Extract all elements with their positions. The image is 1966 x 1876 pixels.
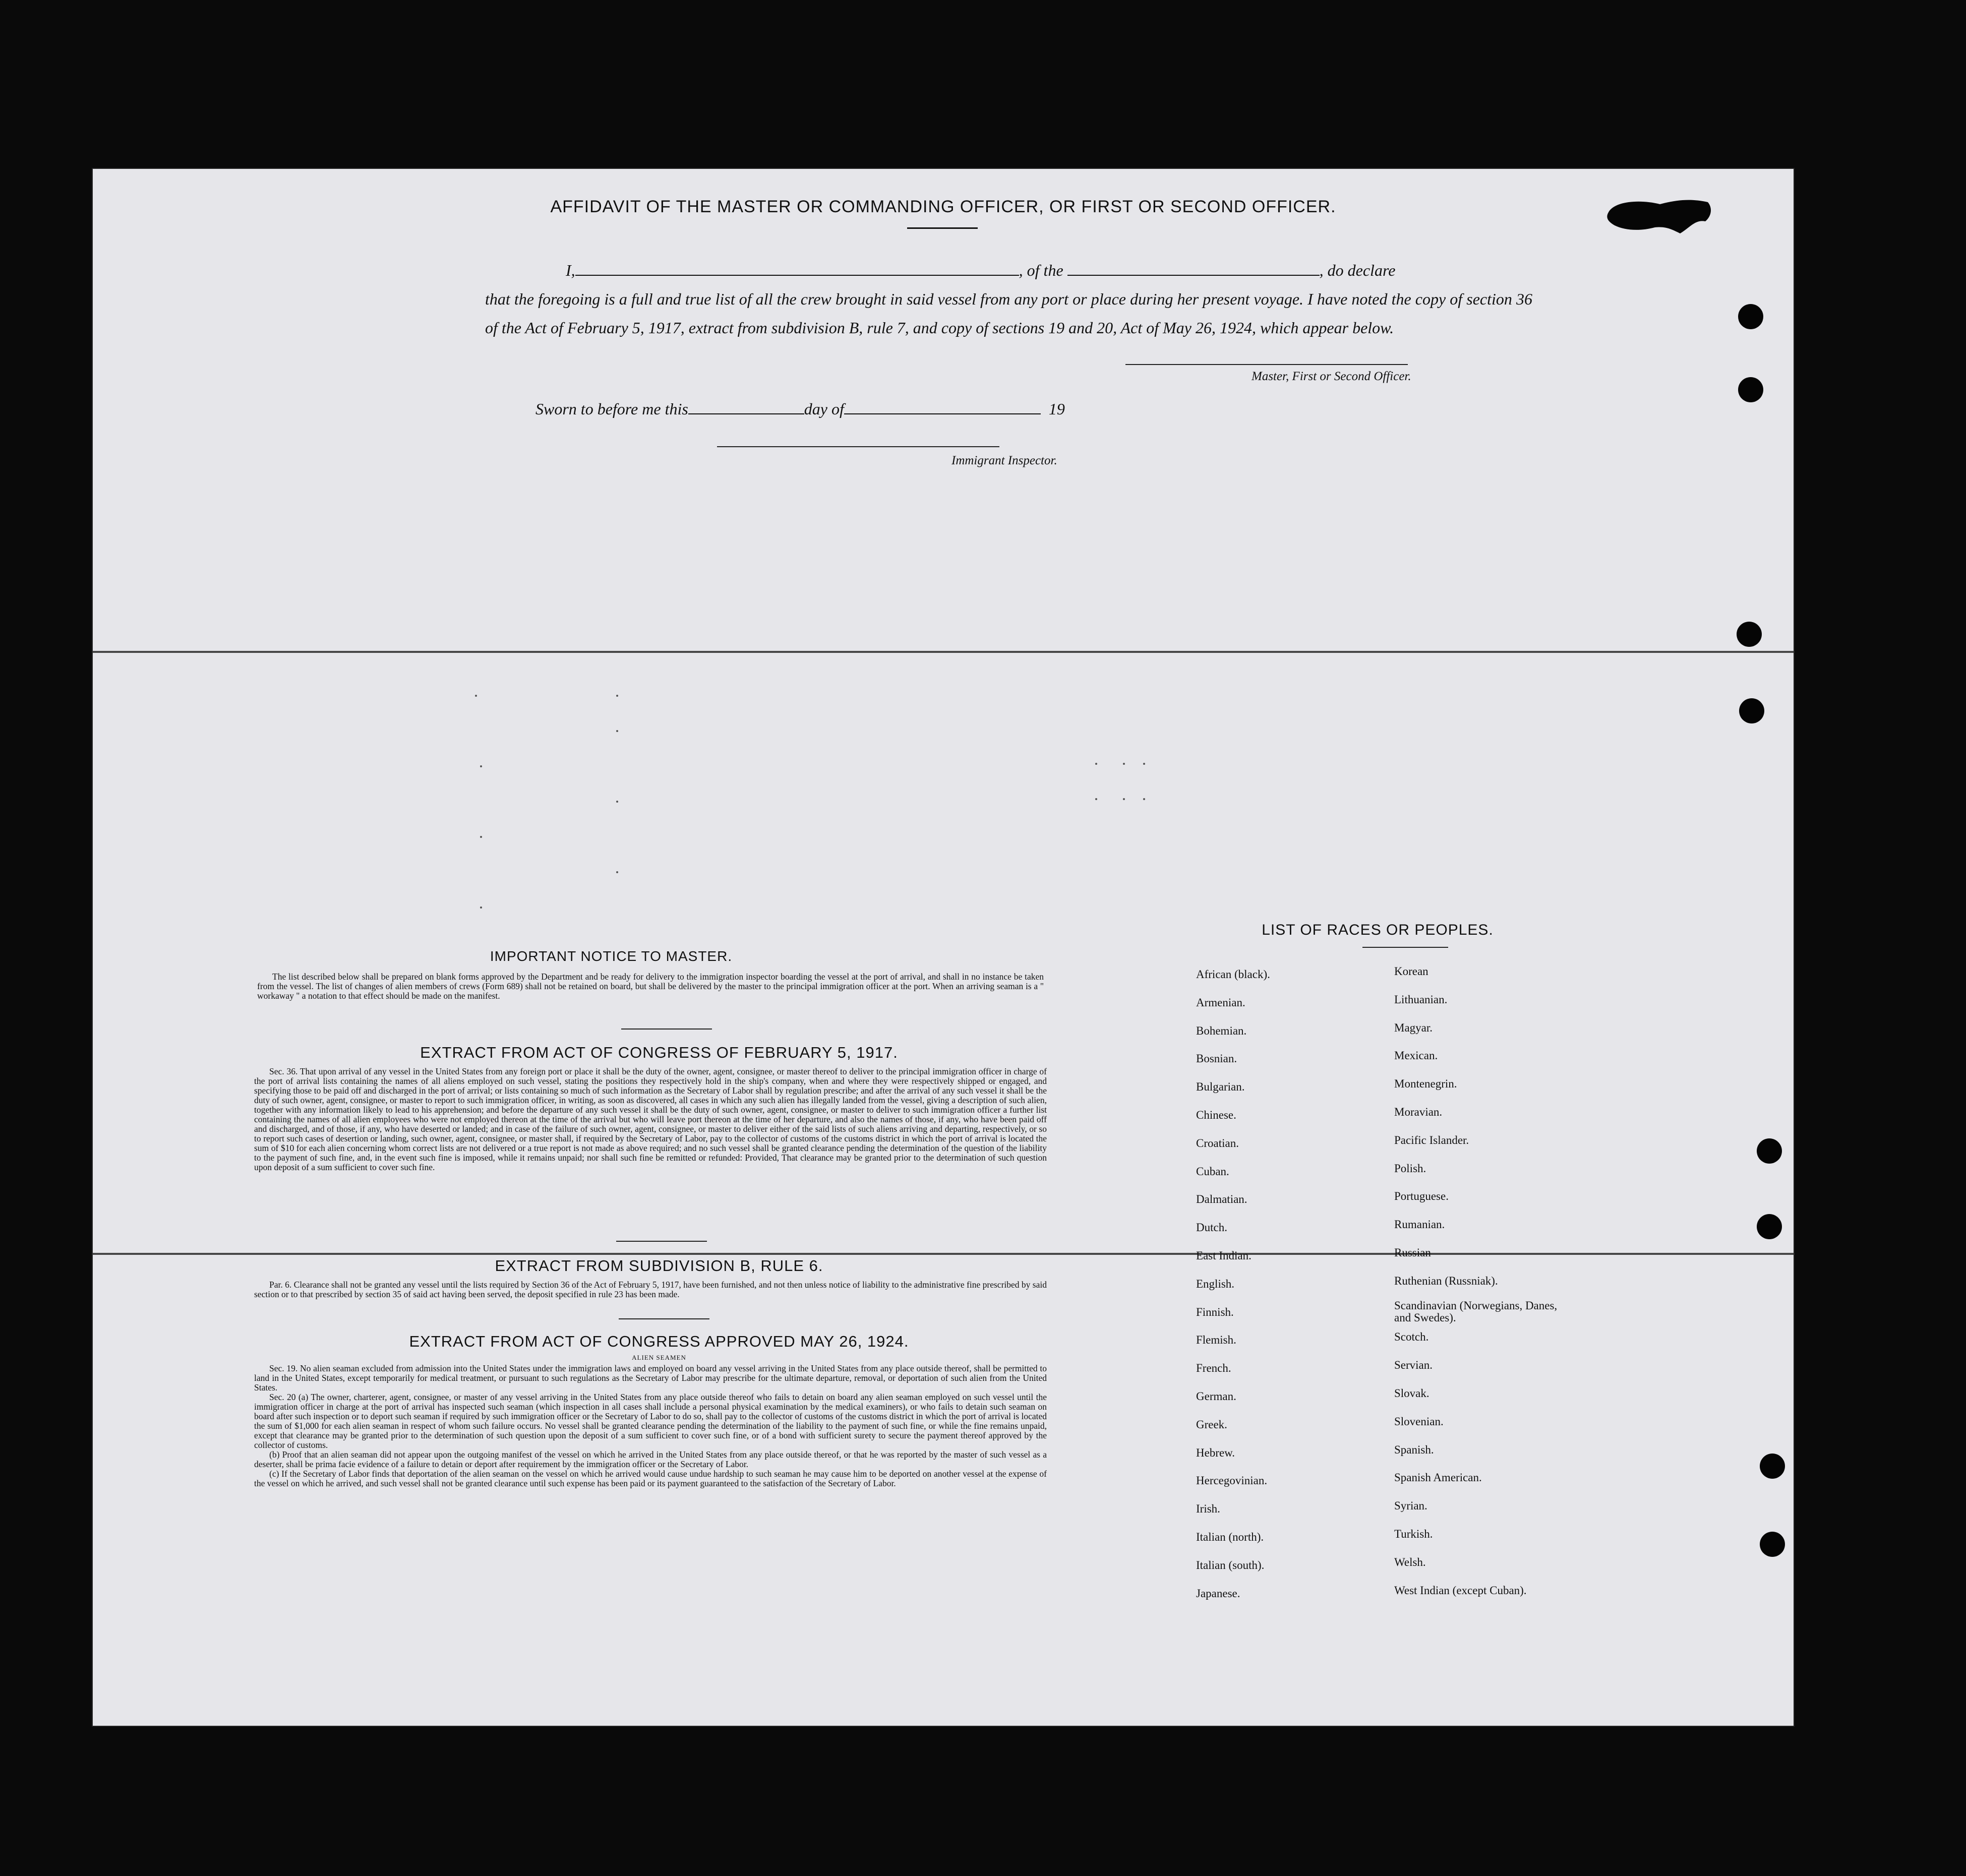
race-item: French. — [1196, 1362, 1231, 1375]
declare-i: I, — [566, 261, 575, 279]
rule-6-title: EXTRACT FROM SUBDIVISION B, RULE 6. — [495, 1257, 823, 1275]
race-item: German. — [1196, 1390, 1236, 1403]
punch-hole — [1757, 1214, 1782, 1239]
declare-suffix: , do declare — [1319, 261, 1396, 279]
race-item: Slovenian. — [1394, 1415, 1444, 1428]
section-20a-paragraph: Sec. 20 (a) The owner, charterer, agent, consignee, or master of any vessel arriving in the United States from any place outside thereof who fails to detain on board any alien seaman employed on such vessel until the immigration officer in charge at the port of arrival has inspected such seaman (which inspection in all cases shall include a personal physical examination by the medical examiners), or who fails to detain such seaman on board after such inspection or to deport such seaman if required by such immigration officer or the Secretary of Labor to do so, shall pay to the collector of customs of the customs district in which the port of arrival is located the sum of $1,000 for each alien seaman in respect of whom such failure occurs. No vessel shall be granted clearance pending the determination of the liability to the payment of such fine, or while the fine remains unpaid, except that clearance may be granted prior to the determination of such question upon the deposit of a sum sufficient to cover such fine, or of a bond with sufficient surety to secure the payment thereof approved by the collector of customs. — [254, 1392, 1047, 1450]
inspector-caption: Immigrant Inspector. — [951, 454, 1057, 467]
act-1924-body — [254, 1364, 1047, 1488]
race-item: Rumanian. — [1394, 1218, 1445, 1231]
race-item: English. — [1196, 1277, 1235, 1290]
race-item: Flemish. — [1196, 1334, 1236, 1347]
race-item: Turkish. — [1394, 1528, 1433, 1540]
section-20c-paragraph: (c) If the Secretary of Labor finds that deportation of the alien seaman on the vessel on which he arrived would cause undue hardship to such seaman he may cause him to be deported on another vessel at the expense of the vessel on which he arrived, and such vessel shall not be granted clearance until such expense has been paid or its payment guaranteed to the satisfaction of the Secretary of Labor. — [254, 1469, 1047, 1488]
race-item: Hebrew. — [1196, 1446, 1235, 1459]
races-title: LIST OF RACES OR PEOPLES. — [1262, 922, 1494, 938]
race-item: Bosnian. — [1196, 1052, 1237, 1065]
race-item: Polish. — [1394, 1162, 1426, 1175]
vessel-blank — [1067, 262, 1320, 276]
rule-6-paragraph: Par. 6. Clearance shall not be granted any vessel until the lists required by Section 36 of the Act of February 5, 1917, have been furnished, and not then unless notice of liability to the administrative fine prescribed by said section or to that prescribed by section 35 of said act having been served, the deposit specified in rule 23 has been made. — [254, 1280, 1047, 1299]
alien-seamen-subtitle: ALIEN SEAMEN — [632, 1354, 686, 1361]
race-item: Syrian. — [1394, 1499, 1427, 1512]
divider — [619, 1318, 709, 1319]
race-item: Lithuanian. — [1394, 993, 1448, 1006]
race-item: Scandinavian (Norwegians, Danes, and Swedes). — [1394, 1299, 1558, 1324]
race-item: Spanish. — [1394, 1443, 1434, 1456]
punch-hole — [1737, 622, 1762, 647]
race-item: Hercegovinian. — [1196, 1474, 1268, 1487]
race-item: Croatian. — [1196, 1136, 1239, 1149]
fold-line-bottom — [92, 1253, 1795, 1255]
race-item: Dutch. — [1196, 1221, 1227, 1234]
punch-hole — [1738, 304, 1763, 329]
affidavit-statement: that the foregoing is a full and true list of all the crew brought in said vessel from any port or place during her present voyage. I have noted the copy of section 36 of the Act of February 5, 1917, extract from subdivision B, rule 7, and copy of sections 19 and 20, Act of May 26, 1924, which appear below. — [485, 290, 1532, 337]
notice-paragraph: The list described below shall be prepared on blank forms approved by the Department and be ready for delivery to the immigration inspector boarding the vessel at the port of arrival, and shall in no instance be taken from the vessel. The list of changes of alien members of crews (Form 689) shall not be retained on board, but shall be delivered by the master to the principal immigration officer at the port. When an arriving seaman is a " workaway " a notation to that effect should be made on the manifest. — [257, 972, 1044, 1001]
race-item: Cuban. — [1196, 1165, 1229, 1178]
race-item: Italian (south). — [1196, 1558, 1265, 1571]
fold-line-top — [92, 651, 1795, 653]
race-item: Bulgarian. — [1196, 1080, 1245, 1094]
race-item: East Indian. — [1196, 1249, 1252, 1262]
affidavit-body — [485, 256, 1532, 342]
race-item: Pacific Islander. — [1394, 1133, 1469, 1146]
race-item: Dalmatian. — [1196, 1193, 1247, 1206]
race-item: African (black). — [1196, 968, 1270, 981]
sworn-day-of: day of — [804, 400, 844, 418]
race-item: Russian — [1394, 1246, 1431, 1259]
race-item: Spanish American. — [1394, 1471, 1482, 1484]
punch-hole — [1760, 1532, 1785, 1557]
section-36-paragraph: Sec. 36. That upon arrival of any vessel in the United States from any foreign port or place it shall be the duty of the owner, agent, consignee, or master thereof to deliver to the principal immigration officer in charge of the port of arrival lists containing the names of all aliens employed on such vessel, stating the positions they respectively hold in the ship's company, when and where they were respectively shipped or engaged, and specifying those to be paid off and discharged in the port of arrival; or lists containing so much of such information as the Secretary of Labor shall by regulation prescribe; and after the arrival of any such vessel it shall be the duty of such owner, agent, consignee, or master to report to such immigration officer, in writing, as soon as discovered, all cases in which any such alien has illegally landed from the vessel, giving a description of such alien, together with any information likely to lead to his apprehension; and before the departure of any such vessel it shall be the duty of such owner, agent, consignee, or master to deliver to such immigration officer a further list containing the names of all alien employees who were not employed thereon at the time of the arrival but who will leave port thereon at the time of her departure, and also the names of those, if any, who have been paid off and discharged, and of those, if any, who have deserted or landed; and in case of the failure of such owner, agent, consignee, or master to deliver either of the said lists of such aliens arriving and departing, respectively, or so to report such cases of desertion or landing, such owner, agent, consignee, or master shall, if required by the Secretary of Labor, pay to the collector of customs of the customs district in which the port of arrival is located the sum of $10 for each alien concerning whom correct lists are not delivered or a true report is not made as above required; and no such vessel shall be granted clearance pending the determination of the question of the liability to the payment of such fine, and, in the event such fine is imposed, while it remains unpaid; nor shall such fine be remitted or refunded: Provided, That clearance may be granted prior to the determination of such question upon deposit of a sum sufficient to cover such fine. — [254, 1066, 1047, 1172]
notice-body — [257, 972, 1044, 1001]
race-item: West Indian (except Cuban). — [1394, 1584, 1527, 1597]
race-item: Montenegrin. — [1394, 1077, 1457, 1091]
section-20b-paragraph: (b) Proof that an alien seaman did not appear upon the outgoing manifest of the vessel on which he arrived in the United States from any place outside thereof, or that he was reported by the master of such vessel as a deserter, shall be prima facie evidence of a failure to detain or deport after requirement by the immigration officer or the Secretary of Labor. — [254, 1449, 1047, 1469]
race-item: Bohemian. — [1196, 1024, 1247, 1037]
race-item: Armenian. — [1196, 996, 1245, 1009]
sworn-line — [535, 400, 1065, 418]
affidavit-title: AFFIDAVIT OF THE MASTER OR COMMANDING OFFICER, OR FIRST OR SECOND OFFICER. — [550, 197, 1336, 216]
inspector-signature-line — [717, 446, 999, 447]
race-item: Korean — [1394, 965, 1428, 978]
rule-6-body — [254, 1280, 1047, 1299]
sworn-month-blank — [844, 400, 1041, 414]
sworn-prefix: Sworn to before me this — [535, 400, 688, 418]
race-item: Moravian. — [1394, 1106, 1443, 1118]
race-item: Japanese. — [1196, 1587, 1240, 1600]
race-item: Servian. — [1394, 1359, 1433, 1372]
race-item: Welsh. — [1394, 1555, 1426, 1568]
race-item: Irish. — [1196, 1502, 1220, 1516]
punch-hole — [1760, 1454, 1785, 1479]
title-underline — [907, 227, 978, 229]
act-1917-title: EXTRACT FROM ACT OF CONGRESS OF FEBRUARY 5, 1917. — [420, 1044, 898, 1061]
signature-caption: Master, First or Second Officer. — [1252, 370, 1411, 383]
races-title-underline — [1362, 947, 1448, 948]
notice-title: IMPORTANT NOTICE TO MASTER. — [490, 948, 733, 964]
race-item: Chinese. — [1196, 1109, 1236, 1121]
divider — [616, 1241, 707, 1242]
race-item: Italian (north). — [1196, 1531, 1264, 1543]
punch-hole — [1738, 377, 1763, 402]
divider — [621, 1028, 712, 1030]
sworn-day-blank — [688, 400, 804, 414]
act-1917-body — [254, 1067, 1047, 1172]
section-19-paragraph: Sec. 19. No alien seaman excluded from admission into the United States under the immigration laws and employed on board any vessel arriving in the United States from any place outside thereof, shall be permitted to land in the United States, except temporarily for medical treatment, or pursuant to such regulations as the Secretary of Labor may prescribe for the ultimate departure, removal, or deportation of such alien from the United States. — [254, 1363, 1047, 1393]
race-item: Ruthenian (Russniak). — [1394, 1274, 1498, 1287]
race-item: Mexican. — [1394, 1049, 1438, 1062]
race-item: Magyar. — [1394, 1021, 1433, 1034]
signature-line — [1125, 364, 1408, 365]
affidavit-declare-line — [485, 256, 1532, 285]
race-item: Portuguese. — [1394, 1190, 1449, 1203]
sworn-year: 19 — [1048, 400, 1065, 418]
race-item: Finnish. — [1196, 1305, 1234, 1318]
race-item: Slovak. — [1394, 1387, 1429, 1400]
punch-hole — [1757, 1138, 1782, 1164]
act-1924-title: EXTRACT FROM ACT OF CONGRESS APPROVED MAY 26, 1924. — [409, 1333, 909, 1350]
document-page — [92, 168, 1795, 1727]
race-item: Greek. — [1196, 1418, 1227, 1431]
declare-of-the: , of the — [1019, 261, 1063, 279]
name-blank — [575, 262, 1019, 276]
punch-hole — [1739, 698, 1764, 723]
race-item: Scotch. — [1394, 1330, 1429, 1344]
